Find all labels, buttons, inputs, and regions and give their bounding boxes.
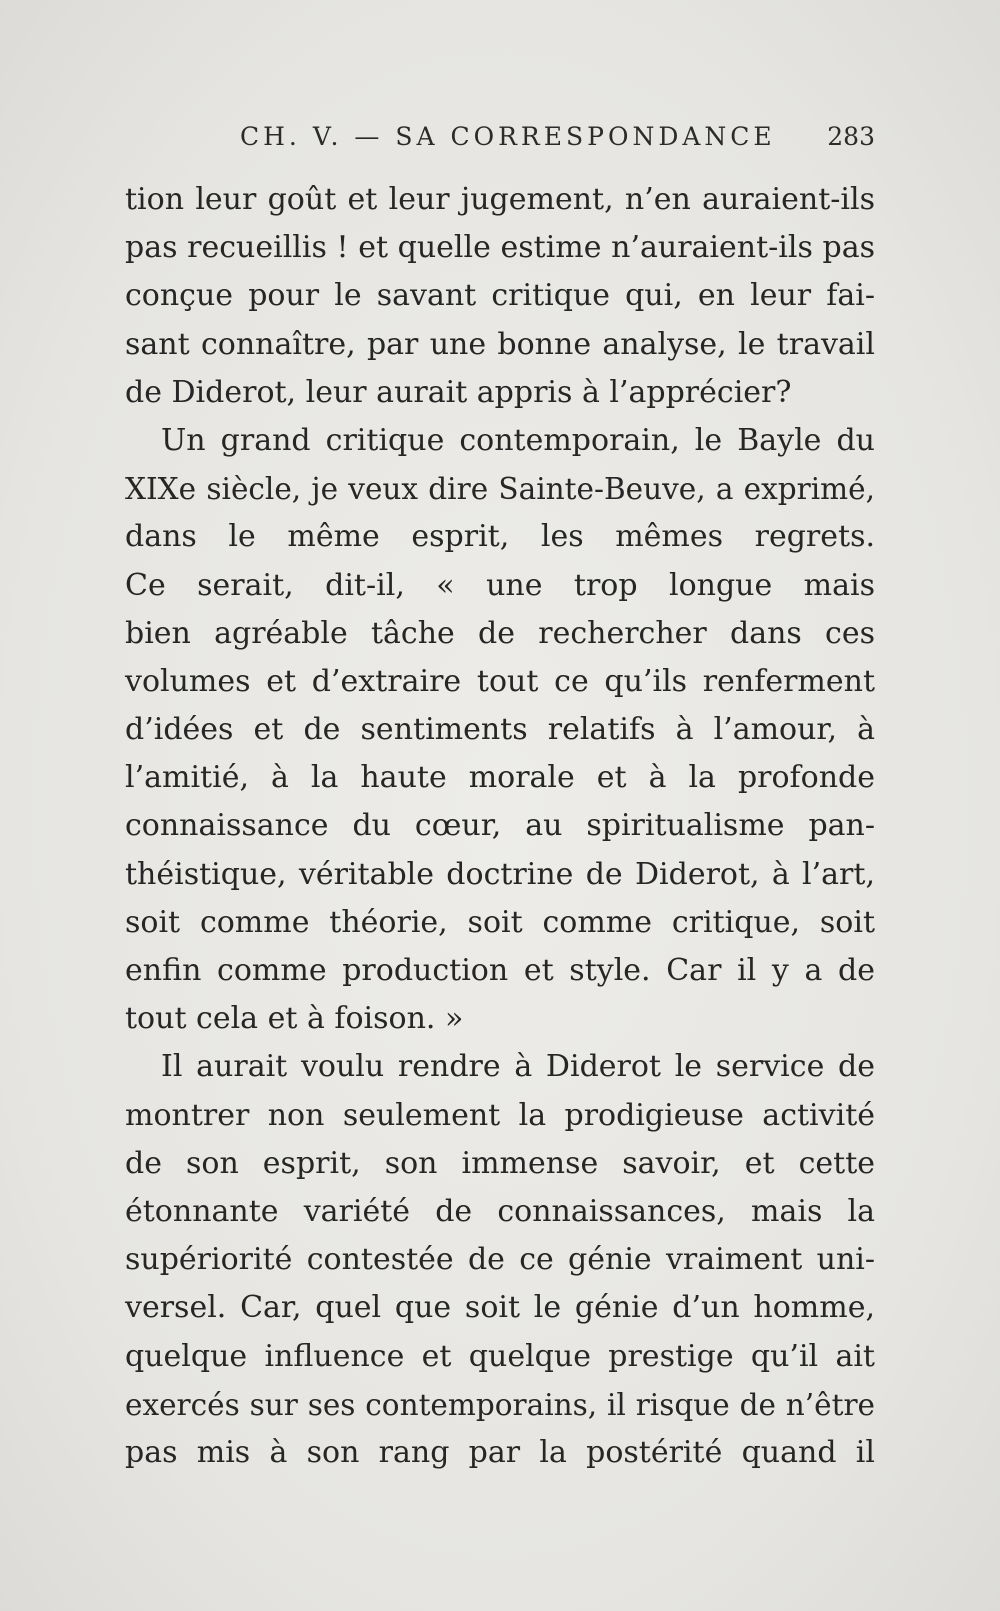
text-line: bien agréable tâche de rechercher dans ces [125, 615, 875, 651]
text-line: exercés sur ses contemporains, il risque de n’être [125, 1387, 875, 1422]
text-line: enfin comme production et style. Car il y a de [125, 953, 875, 988]
text-line: quelque influence et quelque prestige qu’il ait [125, 1338, 875, 1374]
text-line: de Diderot, leur aurait appris à l’apprécier? [125, 374, 792, 410]
text-line: conçue pour le savant critique qui, en leur fai- [125, 278, 875, 314]
text-line: tout cela et à foison. » [125, 1001, 464, 1037]
text-line: volumes et d’extraire tout ce qu’ils renferment [125, 663, 875, 699]
text-line: XIXe siècle, je veux dire Sainte-Beuve, a exprimé, [125, 472, 875, 507]
text-line: sant connaître, par une bonne analyse, le travail [125, 326, 875, 362]
text-line: l’amitié, à la haute morale et à la profonde [125, 760, 875, 796]
text-line: Un grand critique contemporain, le Bayle du [161, 422, 875, 458]
text-line: pas mis à son rang par la postérité quand il [125, 1434, 875, 1470]
text-line: d’idées et de sentiments relatifs à l’amour, à [125, 712, 875, 748]
text-line: montrer non seulement la prodigieuse activité [125, 1097, 875, 1133]
text-line: versel. Car, quel que soit le génie d’un homme, [125, 1290, 875, 1326]
text-line: dans le même esprit, les mêmes regrets. [125, 519, 875, 555]
text-line: soit comme théorie, soit comme critique, soit [125, 904, 875, 940]
body-text [125, 176, 875, 1477]
text-line: tion leur goût et leur jugement, n’en auraient-ils [125, 182, 875, 217]
text-line: étonnante variété de connaissances, mais la [125, 1193, 875, 1229]
text-line: connaissance du cœur, au spiritualisme pan- [125, 808, 875, 844]
text-line: pas recueillis ! et quelle estime n’auraient-ils pas [125, 230, 875, 266]
text-line: Ce serait, dit-il, « une trop longue mais [125, 567, 875, 603]
text-line: Il aurait voulu rendre à Diderot le service de [161, 1049, 875, 1085]
page-number: 283 [827, 122, 875, 151]
text-line: de son esprit, son immense savoir, et cette [125, 1145, 875, 1181]
text-line: théistique, véritable doctrine de Diderot, à l’art, [125, 856, 875, 892]
running-head: CH. V. — SA CORRESPONDANCE [240, 122, 776, 151]
page-header [125, 118, 875, 158]
text-line: supériorité contestée de ce génie vraiment uni- [125, 1242, 875, 1278]
